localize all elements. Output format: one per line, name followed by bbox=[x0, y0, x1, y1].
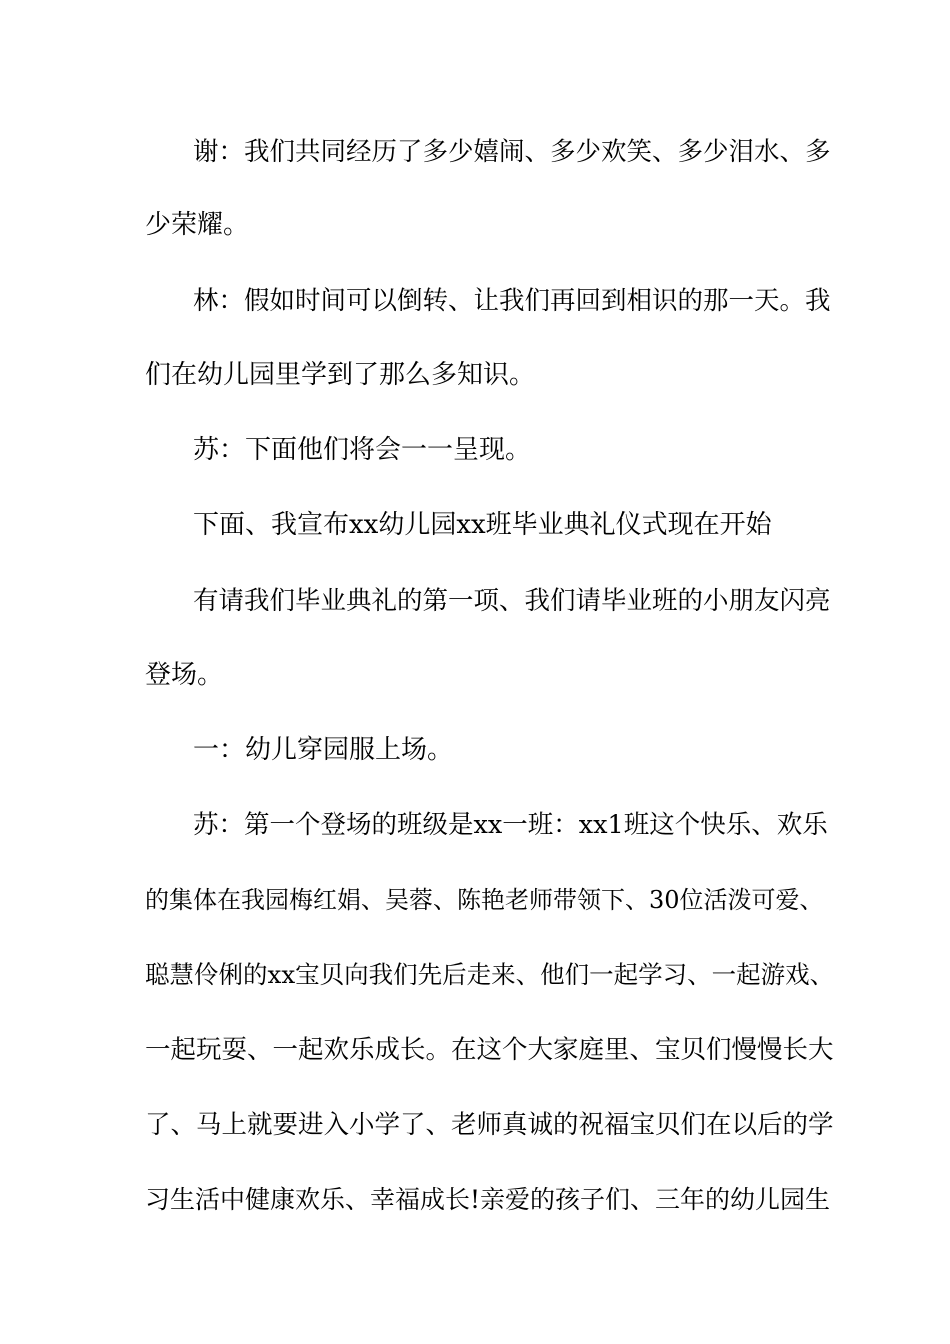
paragraph-line: 的集体在我园梅红娟、吴蓉、陈艳老师带领下、30位活泼可爱、 bbox=[145, 886, 824, 914]
paragraph-line: 登场。 bbox=[145, 660, 224, 690]
paragraph-line: 一：幼儿穿园服上场。 bbox=[193, 735, 454, 765]
paragraph-line: 下面、我宣布xx幼儿园xx班毕业典礼仪式现在开始 bbox=[193, 510, 772, 540]
paragraph-line: 们在幼儿园里学到了那么多知识。 bbox=[145, 360, 536, 390]
paragraph-line: 林：假如时间可以倒转、让我们再回到相识的那一天。我 bbox=[193, 286, 831, 316]
paragraph-line: 聪慧伶俐的xx宝贝向我们先后走来、他们一起学习、一起游戏、 bbox=[145, 960, 835, 989]
paragraph-line: 一起玩耍、一起欢乐成长。在这个大家庭里、宝贝们慢慢长大 bbox=[145, 1035, 834, 1065]
paragraph-line: 苏：下面他们将会一一呈现。 bbox=[193, 435, 532, 465]
paragraph-line: 谢：我们共同经历了多少嬉闹、多少欢笑、多少泪水、多 bbox=[193, 137, 831, 167]
paragraph-line: 苏：第一个登场的班级是xx一班：xx1班这个快乐、欢乐 bbox=[193, 810, 828, 840]
paragraph-line: 少荣耀。 bbox=[145, 210, 250, 240]
paragraph-line: 了、马上就要进入小学了、老师真诚的祝福宝贝们在以后的学 bbox=[145, 1110, 834, 1140]
paragraph-line: 有请我们毕业典礼的第一项、我们请毕业班的小朋友闪亮 bbox=[193, 586, 831, 616]
paragraph-line: 习生活中健康欢乐、幸福成长!亲爱的孩子们、三年的幼儿园生 bbox=[145, 1185, 831, 1214]
